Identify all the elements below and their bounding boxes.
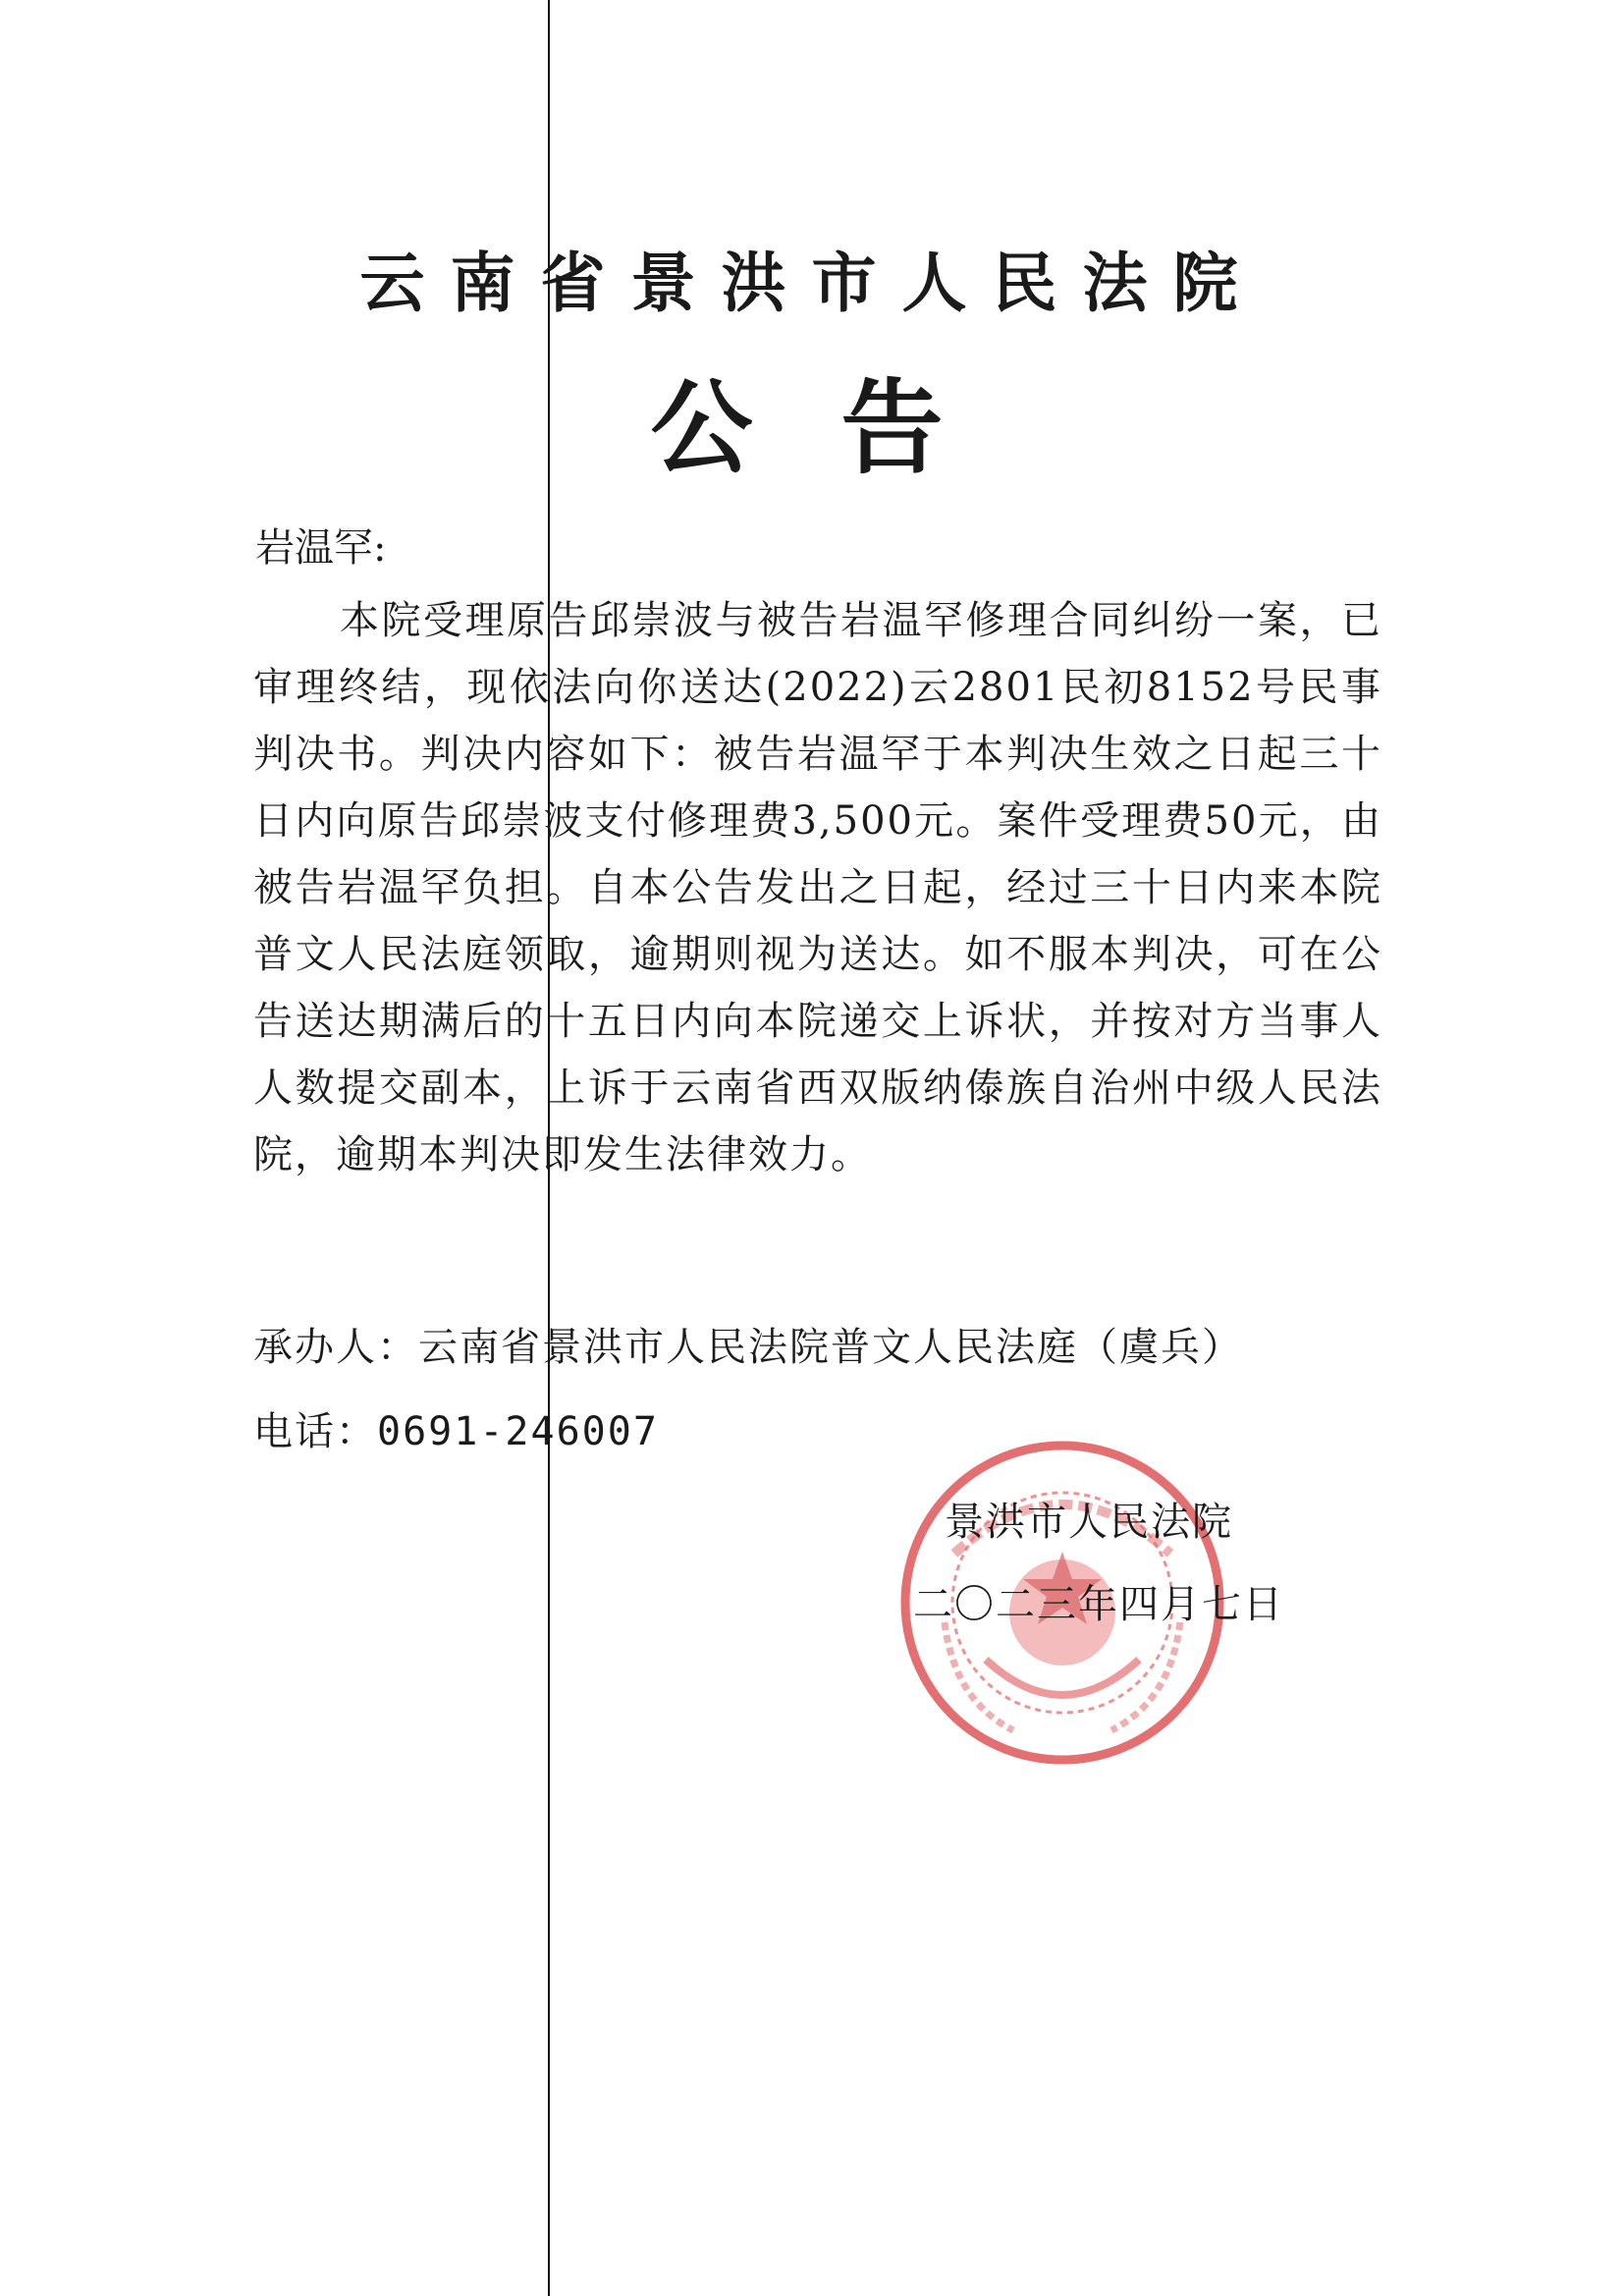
- phone-line: [253, 1402, 659, 1461]
- addressee: 岩温罕:: [255, 525, 387, 571]
- document-type-heading: 公告: [650, 367, 1032, 488]
- handler-line: [253, 1318, 1243, 1377]
- notice-body: 本院受理原告邱崇波与被告岩温罕修理合同纠纷一案，已审理终结，现依法向你送达(2022)云2801民初8152号民事判决书。判决内容如下：被告岩温罕于本判决生效之日起三十日内向原告邱崇波支付修理费3,500元。案件受理费50元，由被告岩温罕负担。自本公告发出之日起，经过三十日内来本院普文人民法庭领取，逾期则视为送达。如不服本判决，可在公告送达期满后的十五日内向本院递交上诉状，并按对方当事人人数提交副本，上诉于云南省西双版纳傣族自治州中级人民法院，逾期本判决即发生法律效力。: [253, 598, 1382, 1177]
- signature-court-name: 景洪市人民法院: [945, 1500, 1233, 1545]
- handler-value: 云南省景洪市人民法院普文人民法庭（虞兵）: [418, 1325, 1243, 1370]
- handler-label: 承办人：: [253, 1325, 418, 1370]
- signature-date: 二〇二三年四月七日: [913, 1582, 1284, 1627]
- phone-label: 电话：: [253, 1409, 377, 1454]
- court-name-heading: 云南省景洪市人民法院: [359, 245, 1264, 321]
- phone-value: 0691-246007: [377, 1409, 659, 1454]
